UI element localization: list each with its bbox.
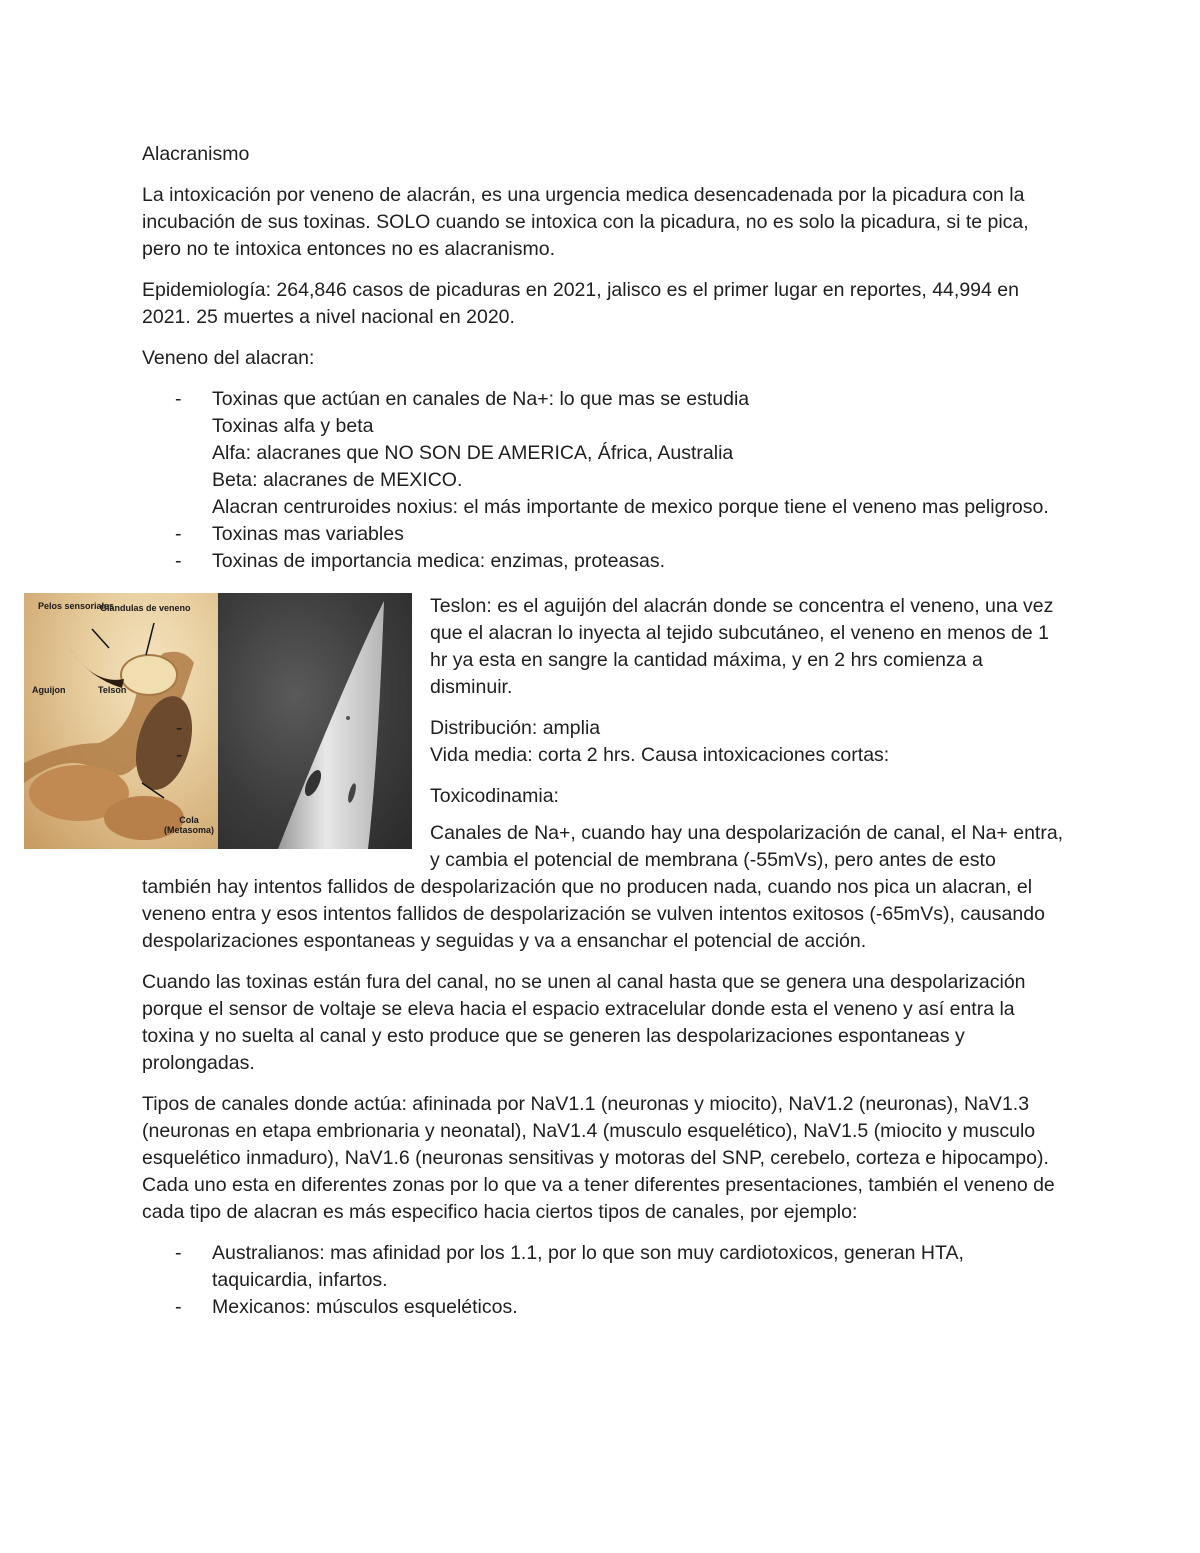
list-item: - Toxinas de importancia medica: enzimas, proteasas. xyxy=(142,548,1067,575)
canales-paragraph: Canales de Na+, cuando hay una despolarización de canal, el Na+ entra, y cambia el potencial de membrana (-55mVs), pero antes de esto también hay intentos fallidos de despolarización que no producen nada, cuando nos pica un alacran, el veneno entra y esos intentos fallidos de despolarización se vulven intentos exitosos (-65mVs), causando despolarizaciones espontaneas y seguidas y va a ensanchar el potencial de acción. xyxy=(142,822,1064,952)
teslon-list xyxy=(142,715,1067,769)
document-title: Alacranismo xyxy=(142,143,250,165)
list-item: - Vida media: corta 2 hrs. Causa intoxicaciones cortas: xyxy=(142,742,1067,769)
document-page xyxy=(32,141,1067,1335)
venom-list xyxy=(142,386,1067,575)
label-glandulas: Glándulas de veneno xyxy=(100,603,191,613)
label-telson: Telson xyxy=(98,685,127,695)
toxicodinamia-heading: Toxicodinamia: xyxy=(430,785,559,807)
teslon-paragraph: Teslon: es el aguijón del alacrán donde se concentra el veneno, una vez que el alacran lo inyecta al tejido subcutáneo, el veneno en menos de 1 hr ya esta en sangre la cantidad máxima, y en 2 hrs comienza a disminuir. xyxy=(430,595,1054,698)
epidemiology-paragraph: Epidemiología: 264,846 casos de picaduras en 2021, jalisco es el primer lugar en reportes, 44,994 en 2021. 25 muertes a nivel nacional en 2020. xyxy=(142,279,1019,328)
list-item: - Toxinas que actúan en canales de Na+: lo que mas se estudia Toxinas alfa y beta Alfa: alacranes que NO SON DE AMERICA, África, Australia Beta: alacranes de MEXICO. Alacran centruroides noxius: el más importante de mexico porque tiene el veneno mas peligroso. xyxy=(142,386,1067,521)
intro-paragraph: La intoxicación por veneno de alacrán, es una urgencia medica desencadenada por la picadura con la incubación de sus toxinas. SOLO cuando se intoxica con la picadura, no es solo la picadura, si te pica, pero no te intoxica entonces no es alacranismo. xyxy=(142,184,1029,260)
list-item: - Australianos: mas afinidad por los 1.1, por lo que son muy cardiotoxicos, generan HTA, taquicardia, infartos. xyxy=(142,1240,1067,1294)
list-item: - Mexicanos: músculos esqueléticos. xyxy=(142,1294,1067,1321)
toxinas-paragraph: Cuando las toxinas están fura del canal, no se unen al canal hasta que se genera una despolarización porque el sensor de voltaje se eleva hacia el espacio extracelular donde esta el veneno y así entra la toxina y no suelta al canal y esto produce que se generen las despolarizaciones espontaneas y prolongadas. xyxy=(142,971,1026,1074)
label-cola: Cola (Metasoma) xyxy=(164,815,215,835)
list-item: - Toxinas mas variables xyxy=(142,521,1067,548)
label-pelos: Pelos sensoriales xyxy=(38,601,115,611)
venom-heading: Veneno del alacran: xyxy=(142,347,315,369)
tipos-paragraph: Tipos de canales donde actúa: afininada por NaV1.1 (neuronas y miocito), NaV1.2 (neuronas), NaV1.3 (neuronas en etapa embrionaria y neonatal), NaV1.4 (musculo esquelético), NaV1.5 (miocito y musculo esquelético inmaduro), NaV1.6 (neuronas sensitivas y motoras del SNP, cerebelo, corteza e hipocampo). Cada uno esta en diferentes zonas por lo que va a tener diferentes presentaciones, también el veneno de cada tipo de alacran es más especifico hacia ciertos tipos de canales, por ejemplo: xyxy=(142,1093,1055,1223)
label-aguijon: Aguijon xyxy=(32,685,66,695)
list-item: - Distribución: amplia xyxy=(142,715,1067,742)
examples-list xyxy=(142,1240,1067,1321)
